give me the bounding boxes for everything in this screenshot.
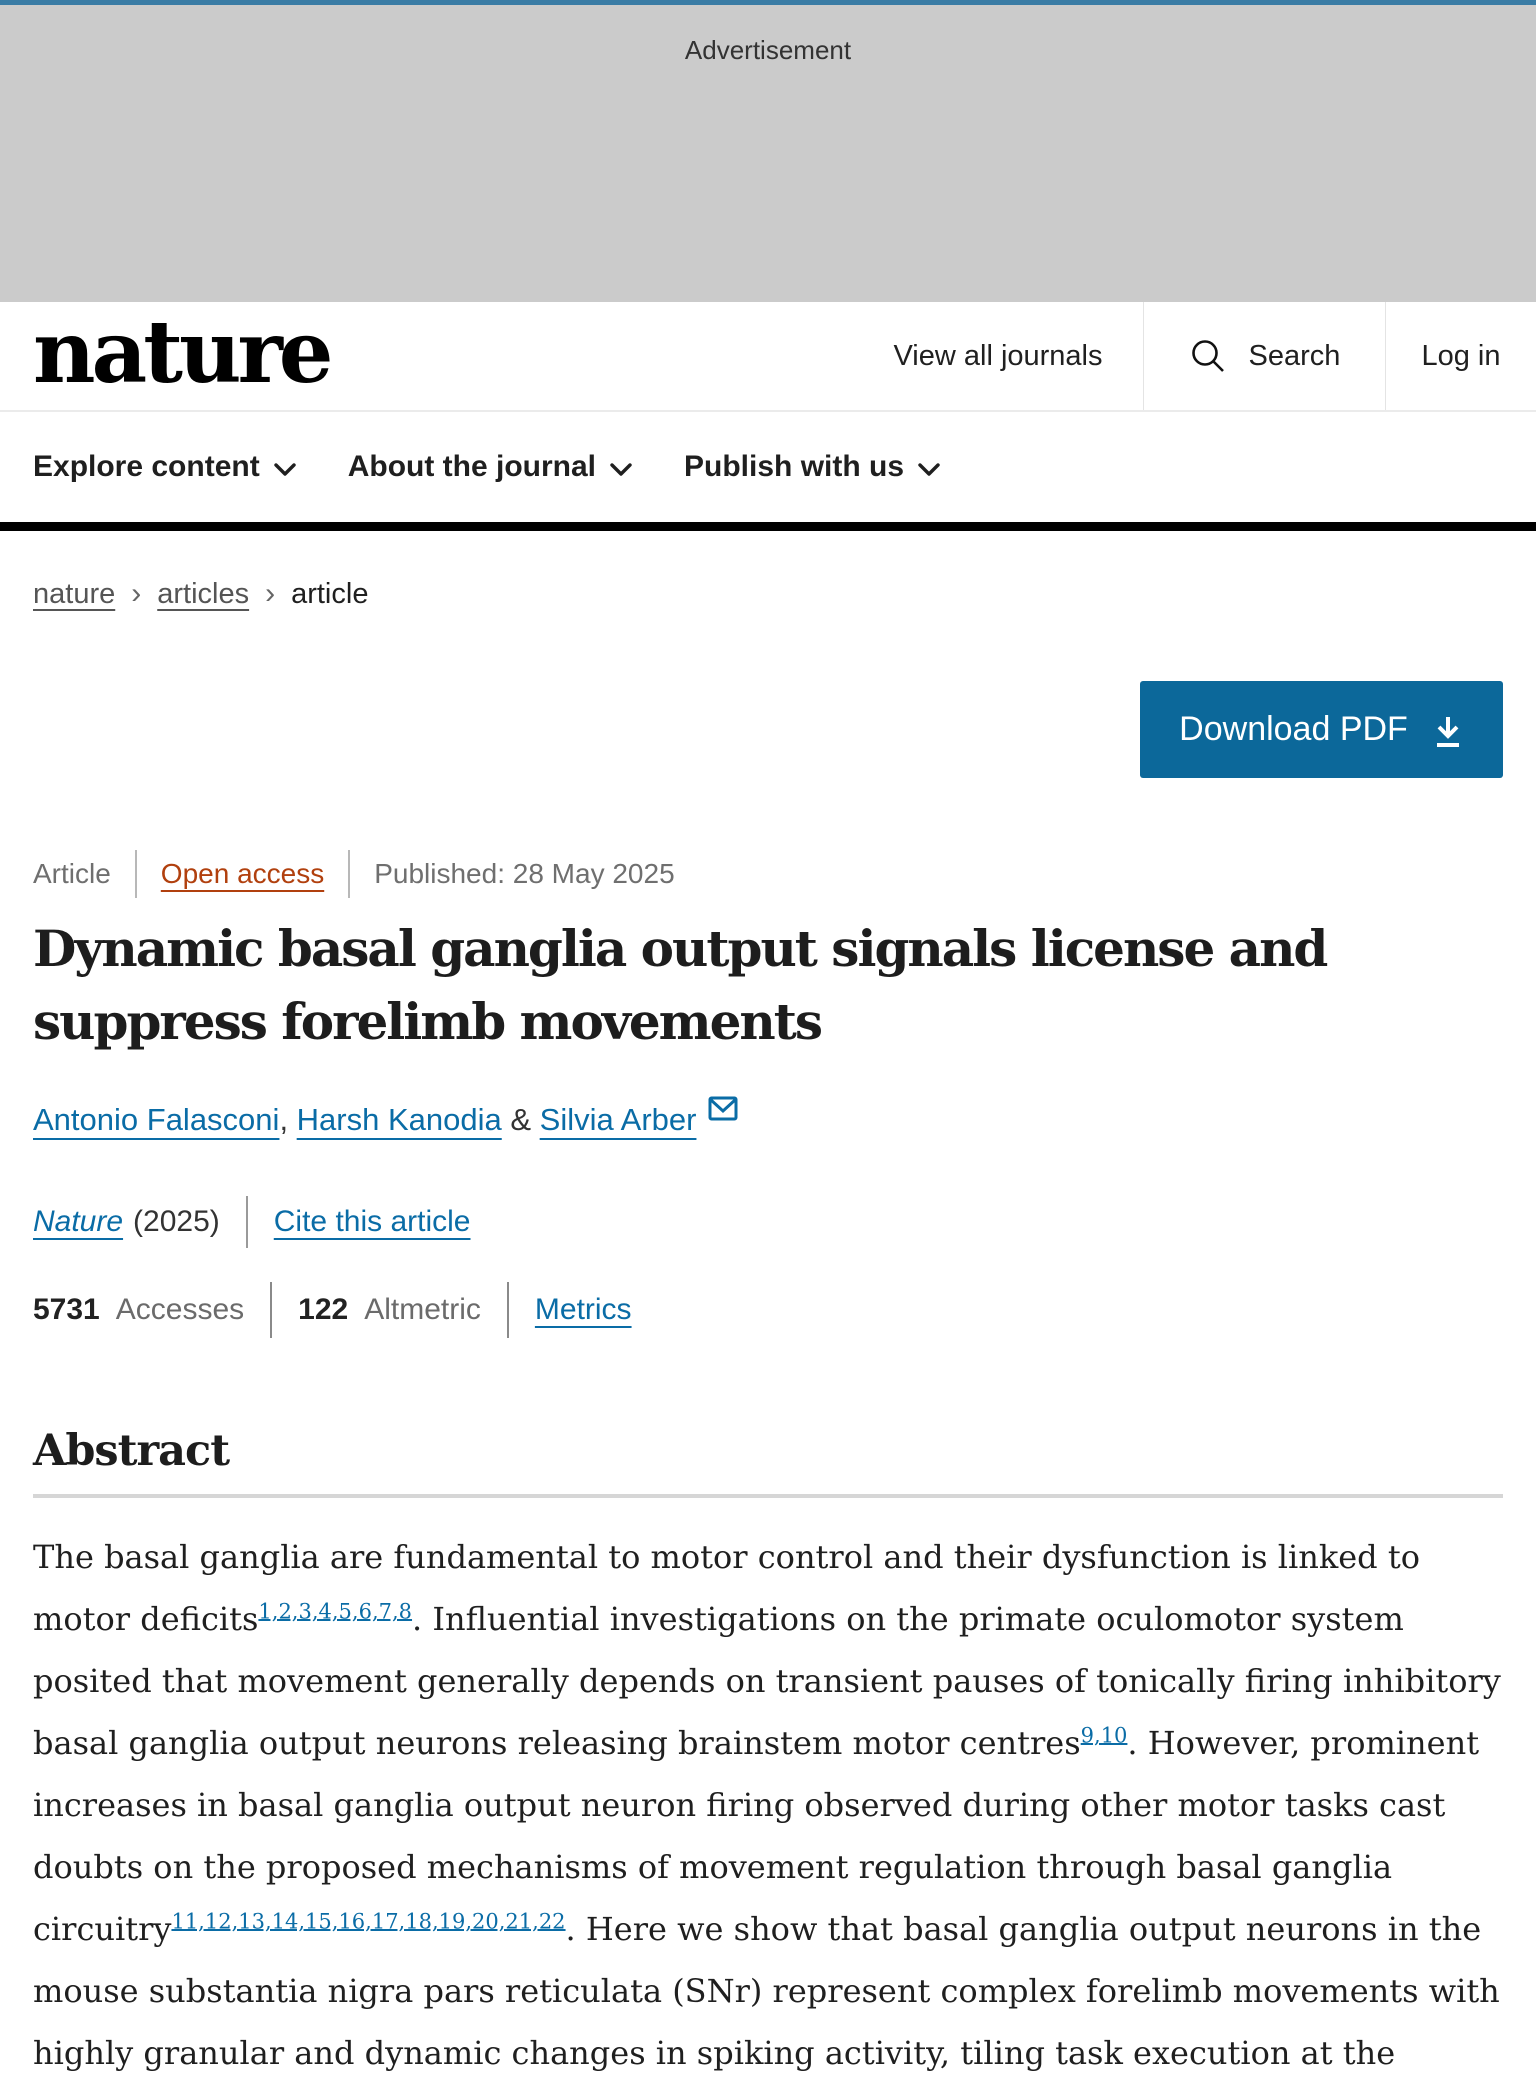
nav-item-publish-with-us[interactable]	[684, 450, 940, 484]
search-icon	[1189, 337, 1227, 375]
chevron-right-icon: ›	[131, 577, 142, 610]
meta-separator	[348, 850, 350, 898]
view-all-journals-label: View all journals	[893, 339, 1103, 372]
metrics-row	[33, 1282, 1503, 1338]
search-button[interactable]	[1143, 302, 1386, 410]
metric-label: Accesses	[115, 1293, 245, 1326]
nav-divider-bar	[0, 522, 1536, 531]
open-access-link[interactable]: Open access	[160, 858, 325, 889]
meta-separator	[135, 850, 137, 898]
login-label: Log in	[1421, 339, 1501, 372]
author-separator: &	[501, 1102, 540, 1137]
journal-name-link[interactable]: Nature	[33, 1205, 124, 1238]
cite-this-article-link[interactable]: Cite this article	[273, 1205, 471, 1238]
download-icon	[1432, 711, 1464, 749]
abstract-heading: Abstract	[33, 1426, 230, 1476]
journal-year: (2025)	[133, 1205, 220, 1238]
author-list	[33, 1102, 1503, 1138]
metrics-separator	[507, 1282, 509, 1338]
metric-value: 122	[298, 1293, 349, 1326]
breadcrumb	[33, 577, 1503, 611]
journal-citation-row	[33, 1196, 1503, 1248]
metric-label: Altmetric	[364, 1293, 481, 1326]
breadcrumb-item-article: article	[291, 577, 369, 610]
nav-item-label: About the journal	[347, 450, 597, 483]
abstract-divider	[33, 1494, 1503, 1498]
nature-logo[interactable]: nature	[33, 302, 330, 403]
breadcrumb-item-articles[interactable]: articles	[157, 577, 250, 610]
article-meta-row	[33, 850, 1503, 898]
reference-links[interactable]: 11,12,13,14,15,16,17,18,19,20,21,22	[171, 1909, 566, 1934]
view-all-journals-link[interactable]	[853, 302, 1143, 410]
chevron-down-icon	[918, 459, 940, 476]
journal-nav	[0, 412, 1536, 522]
published-date-label: Published: 28 May 2025	[374, 858, 675, 889]
nav-item-about-the-journal[interactable]	[348, 450, 632, 484]
article-page	[0, 577, 1536, 2084]
download-pdf-button[interactable]	[1140, 681, 1503, 778]
journal-separator	[246, 1196, 248, 1248]
metrics-separator	[270, 1282, 272, 1338]
nav-item-explore-content[interactable]	[33, 450, 296, 484]
author-link[interactable]: Harsh Kanodia	[296, 1102, 502, 1137]
nav-item-label: Publish with us	[684, 450, 905, 483]
login-button[interactable]	[1386, 302, 1536, 410]
email-author-icon[interactable]	[708, 1096, 738, 1121]
download-pdf-label: Download PDF	[1179, 710, 1408, 748]
search-label: Search	[1248, 339, 1341, 372]
author-link[interactable]: Antonio Falasconi	[33, 1102, 280, 1137]
chevron-down-icon	[274, 459, 296, 476]
author-separator: ,	[279, 1102, 297, 1137]
breadcrumb-item-nature[interactable]: nature	[33, 577, 116, 610]
article-title: Dynamic basal ganglia output signals license and suppress forelimb movements	[33, 919, 1327, 1051]
download-row	[33, 681, 1503, 778]
reference-links[interactable]: 1,2,3,4,5,6,7,8	[258, 1599, 413, 1624]
nav-item-label: Explore content	[33, 450, 260, 483]
author-link[interactable]: Silvia Arber	[539, 1102, 697, 1137]
reference-links[interactable]: 9,10	[1080, 1723, 1128, 1748]
advertisement-area	[0, 5, 1536, 302]
article-type-label: Article	[33, 858, 111, 889]
logo-container	[0, 302, 853, 410]
chevron-down-icon	[610, 459, 632, 476]
site-header	[0, 302, 1536, 412]
advertisement-label: Advertisement	[684, 35, 852, 65]
metric-value: 5731	[33, 1293, 100, 1326]
abstract-paragraph: The basal ganglia are fundamental to motor control and their dysfunction is linked to motor deficits$^{1,2,3,4,5,6,7,8}$. Influential investigations on the primate oculomotor system posited that movement generally depends on transient pauses of tonically firing inhibitory basal ganglia output neurons releasing brainstem motor centres$^{9,10}$. However, prominent increases in basal ganglia output neuron firing observed during other motor tasks cast doubts on the proposed mechanisms of movement regulation through basal ganglia circuitry$^{11,12,13,14,15,16,17,18,19,20,21,22}$. Here we show that basal ganglia output neurons in the mouse substantia nigra pars reticulata (SNr) represent complex forelimb movements with highly granular and dynamic changes in spiking activity, tiling task execution at the	[33, 1538, 1501, 2072]
chevron-right-icon: ›	[265, 577, 276, 610]
metrics-link[interactable]: Metrics	[534, 1293, 632, 1326]
